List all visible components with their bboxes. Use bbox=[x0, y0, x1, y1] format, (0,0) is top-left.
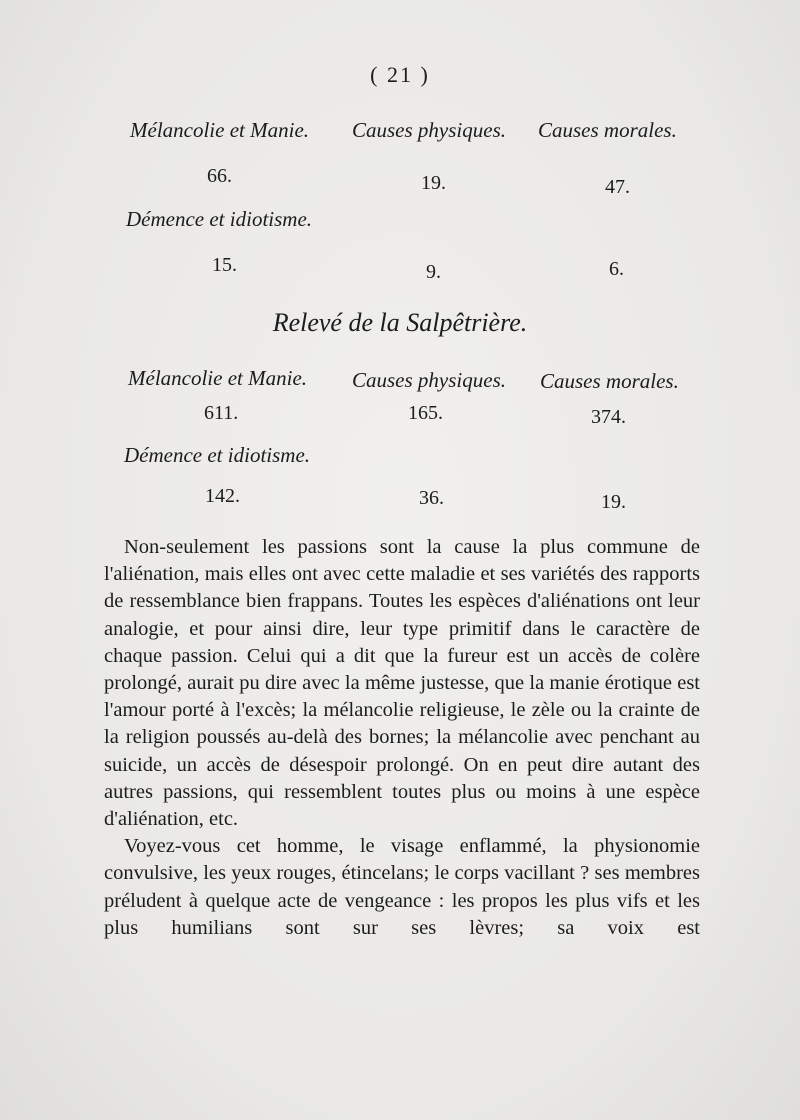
paragraph-1: Non-seulement les passions sont la cause la plus commune de l'aliénation, mais elles ont avec cette maladie et ses variétés des rapports de ressemblance bien frappans. Toutes les espèces d'aliénations ont leur analogie, et pour ainsi dire, leur type primitif dans le caractère de chaque passion. Celui qui a dit que la fureur est un accès de colère prolongé, aurait pu dire avec la même justesse, que la manie érotique est l'amour porté à l'excès; la mélancolie religieuse, le zèle ou la crainte de la religion poussés au-delà des bornes; la mélancolie avec penchant au suicide, un accès de désespoir prolongé. On en peut dire autant des autres passions, qui ressemblent toutes plus ou moins à une espèce d'aliénation, etc. bbox=[104, 536, 700, 831]
page-number: ( 21 ) bbox=[370, 62, 430, 87]
body-text bbox=[104, 534, 700, 942]
table2-row2-value1: 142. bbox=[205, 485, 240, 507]
table2-row1-value1: 611. bbox=[204, 402, 239, 424]
section-heading: Relevé de la Salpêtrière. bbox=[272, 308, 528, 337]
table1-row2-value2: 9. bbox=[426, 261, 441, 283]
table2-row1-value3: 374. bbox=[591, 406, 626, 428]
table1-row2-value1: 15. bbox=[212, 254, 237, 276]
paragraph-2: Voyez-vous cet homme, le visage enflammé, la physionomie convulsive, les yeux rouges, étincelans; le corps vacillant ? ses membres préludent à quelque acte de vengeance : les propos les plus vifs et les plus humilians sont sur ses lèvres; sa voix est bbox=[104, 835, 700, 939]
table2-row1-value2: 165. bbox=[408, 402, 443, 424]
table2-row2-value2: 36. bbox=[419, 487, 444, 509]
table2-row2-label: Démence et idiotisme. bbox=[124, 443, 311, 467]
table1-row2-value3: 6. bbox=[609, 258, 624, 280]
table1-header-melancolie: Mélancolie et Manie. bbox=[130, 118, 310, 142]
table2-header-melancolie: Mélancolie et Manie. bbox=[128, 366, 308, 390]
table2-header-causes-physiques: Causes physiques. bbox=[352, 368, 506, 392]
table1-header-causes-morales: Causes morales. bbox=[538, 118, 677, 142]
table1-row1-value2: 19. bbox=[421, 172, 446, 194]
table1-row1-value1: 66. bbox=[207, 165, 232, 187]
table1-row1-value3: 47. bbox=[605, 176, 630, 198]
table1-header-causes-physiques: Causes physiques. bbox=[352, 118, 506, 142]
table2-header-causes-morales: Causes morales. bbox=[540, 369, 679, 393]
table2-row2-value3: 19. bbox=[601, 491, 626, 513]
table1-row2-label: Démence et idiotisme. bbox=[126, 207, 313, 231]
